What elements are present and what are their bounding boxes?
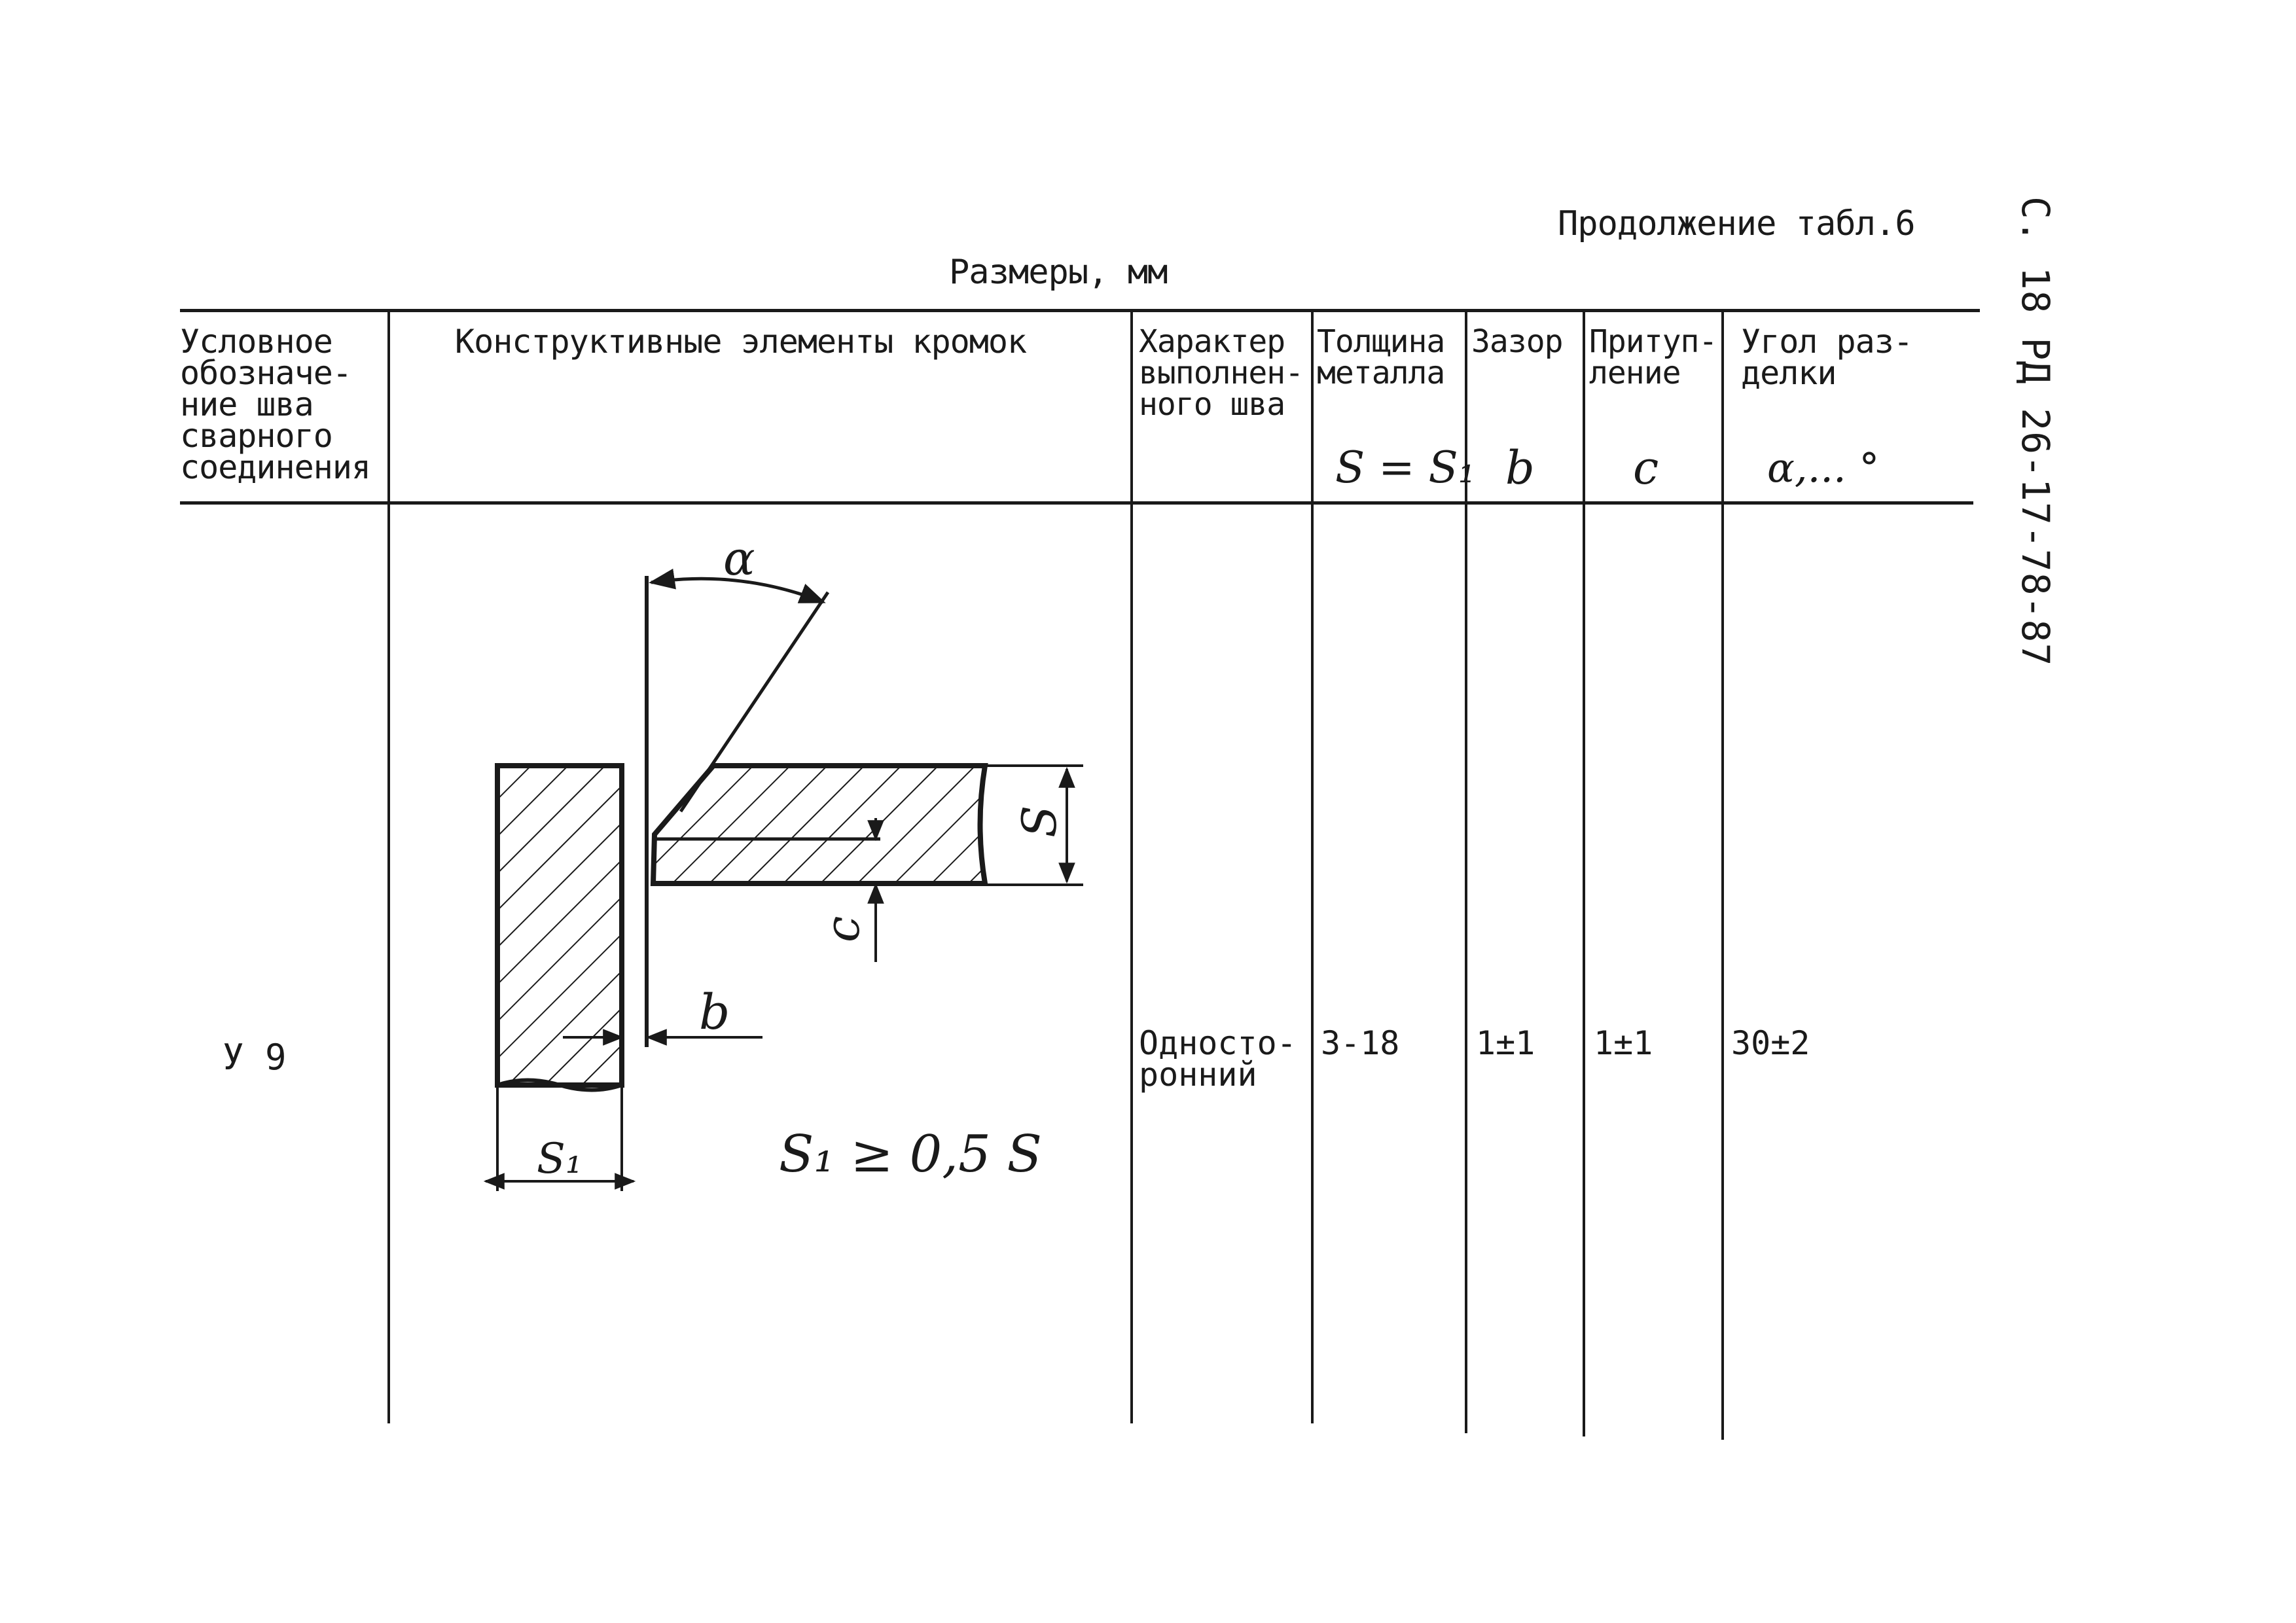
header-line: обозначе- [180,354,351,392]
header-line: сварного [180,417,332,455]
header-line: соединения [180,448,371,486]
s-label: S [1012,805,1067,838]
header-line: ние шва [180,385,314,423]
weld-designation: У 9 [223,1037,287,1078]
header-line: ного шва [1139,386,1285,423]
vertical-plate [497,766,622,1090]
header-line: ление [1589,355,1681,391]
c-label: c [815,916,870,942]
weld-character-line: Односто- [1139,1024,1297,1062]
s1-label: S₁ [537,1135,583,1183]
thickness-value: 3-18 [1321,1024,1400,1062]
horizontal-plate [653,766,985,883]
header-line: Угол раз- [1741,323,1912,361]
blunting-symbol: c [1633,441,1659,495]
angle-value: 30±2 [1731,1024,1810,1062]
header-line: Характер [1139,323,1285,360]
header-line: металла [1317,355,1445,391]
gap-symbol: b [1505,441,1535,495]
continuation-label: Продолжение табл.6 [1558,204,1915,243]
header-line: Притуп- [1589,323,1717,360]
header-line: Толщина [1317,323,1445,360]
header-line: Условное [180,323,332,361]
page-code: С. 18 РД 26-17-78-87 [2013,196,2058,667]
header-line: выполнен- [1139,355,1304,391]
gap-value: 1±1 [1476,1024,1535,1062]
thickness-symbol: S = S₁ [1335,442,1476,493]
s1-condition: S₁ ≥ 0,5 S [779,1125,1042,1184]
angle-symbol: α,... ° [1767,444,1880,491]
header-line: Зазор [1471,323,1563,360]
header-line: делки [1741,354,1837,392]
header-edge-elements: Конструктивные элементы кромок [455,323,1027,361]
alpha-label: α [723,531,755,586]
weld-character-line: ронний [1139,1056,1257,1094]
dimensions-label: Размеры, мм [949,253,1168,292]
blunting-value: 1±1 [1594,1024,1653,1062]
b-label: b [699,984,730,1041]
